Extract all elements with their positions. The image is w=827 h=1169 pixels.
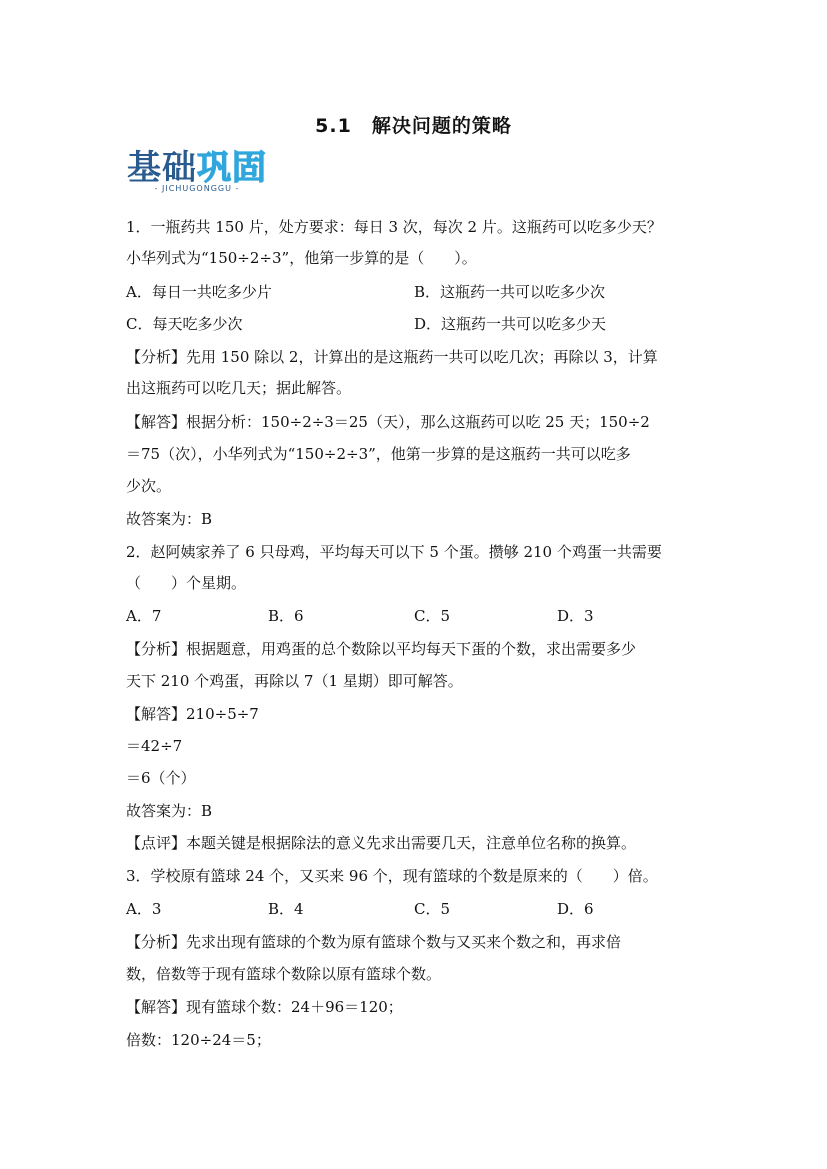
q1-option-a: A．每日一共吃多少片 [126, 283, 272, 301]
q2-answer: 故答案为：B [126, 802, 213, 820]
q3-option-b: B．4 [268, 900, 304, 918]
q1-stem-line-2: 小华列式为“150÷2÷3”，他第一步算的是（ ）。 [126, 249, 477, 267]
q2-solution-line-2: ＝42÷7 [126, 737, 183, 755]
logo-text-left: 基础 [127, 148, 197, 188]
q1-option-c: C．每天吃多少次 [126, 315, 243, 333]
q1-stem-line-1: 1．一瓶药共 150 片，处方要求：每日 3 次，每次 2 片。这瓶药可以吃多少天？ [126, 218, 662, 236]
q3-option-a: A．3 [126, 900, 162, 918]
q1-solution-line-1: 【解答】根据分析：150÷2÷3＝25（天），那么这瓶药可以吃 25 天；150÷2 [126, 413, 650, 431]
q1-solution-line-2: ＝75（次），小华列式为“150÷2÷3”，他第一步算的是这瓶药一共可以吃多 [126, 445, 631, 463]
q3-option-c: C．5 [414, 900, 451, 918]
q2-option-c: C．5 [414, 607, 451, 625]
page-title: 5.1 解决问题的策略 [315, 115, 512, 137]
q3-solution-line-2: 倍数：120÷24＝5； [126, 1031, 271, 1049]
q2-option-d: D．3 [557, 607, 594, 625]
q3-solution-line-1: 【解答】现有篮球个数：24＋96＝120； [126, 998, 403, 1016]
logo-text-right: 巩固 [197, 148, 267, 188]
q2-option-b: B．6 [268, 607, 304, 625]
q2-stem-line-2: （ ）个星期。 [126, 574, 247, 592]
q1-answer: 故答案为：B [126, 510, 213, 528]
q1-option-b: B．这瓶药一共可以吃多少次 [414, 283, 606, 301]
q1-solution-line-3: 少次。 [126, 477, 172, 495]
q1-option-d: D．这瓶药一共可以吃多少天 [414, 315, 607, 333]
q1-analysis-line-2: 出这瓶药可以吃几天；据此解答。 [126, 379, 352, 397]
logo-pinyin: - JICHUGONGGU - [154, 184, 240, 193]
q2-analysis-line-1: 【分析】根据题意，用鸡蛋的总个数除以平均每天下蛋的个数，求出需要多少 [126, 640, 637, 658]
q2-analysis-line-2: 天下 210 个鸡蛋，再除以 7（1 星期）即可解答。 [126, 672, 463, 690]
logo-text [127, 150, 277, 186]
q2-comment: 【点评】本题关键是根据除法的意义先求出需要几天，注意单位名称的换算。 [126, 834, 637, 852]
q2-solution-line-1: 【解答】210÷5÷7 [126, 705, 259, 723]
q3-analysis-line-1: 【分析】先求出现有篮球的个数为原有篮球个数与又买来个数之和，再求倍 [126, 933, 622, 951]
q3-option-d: D．6 [557, 900, 594, 918]
q3-analysis-line-2: 数，倍数等于现有篮球个数除以原有篮球个数。 [126, 965, 442, 983]
q3-stem-line-1: 3．学校原有篮球 24 个，又买来 96 个，现有篮球的个数是原来的（ ）倍。 [126, 867, 658, 885]
q1-analysis-line-1: 【分析】先用 150 除以 2，计算出的是这瓶药一共可以吃几次；再除以 3，计算 [126, 348, 658, 366]
q2-stem-line-1: 2．赵阿姨家养了 6 只母鸡，平均每天可以下 5 个蛋。攒够 210 个鸡蛋一共需要 [126, 543, 662, 561]
q2-option-a: A．7 [126, 607, 162, 625]
q2-solution-line-3: ＝6（个） [126, 769, 196, 787]
section-logo [127, 150, 277, 196]
